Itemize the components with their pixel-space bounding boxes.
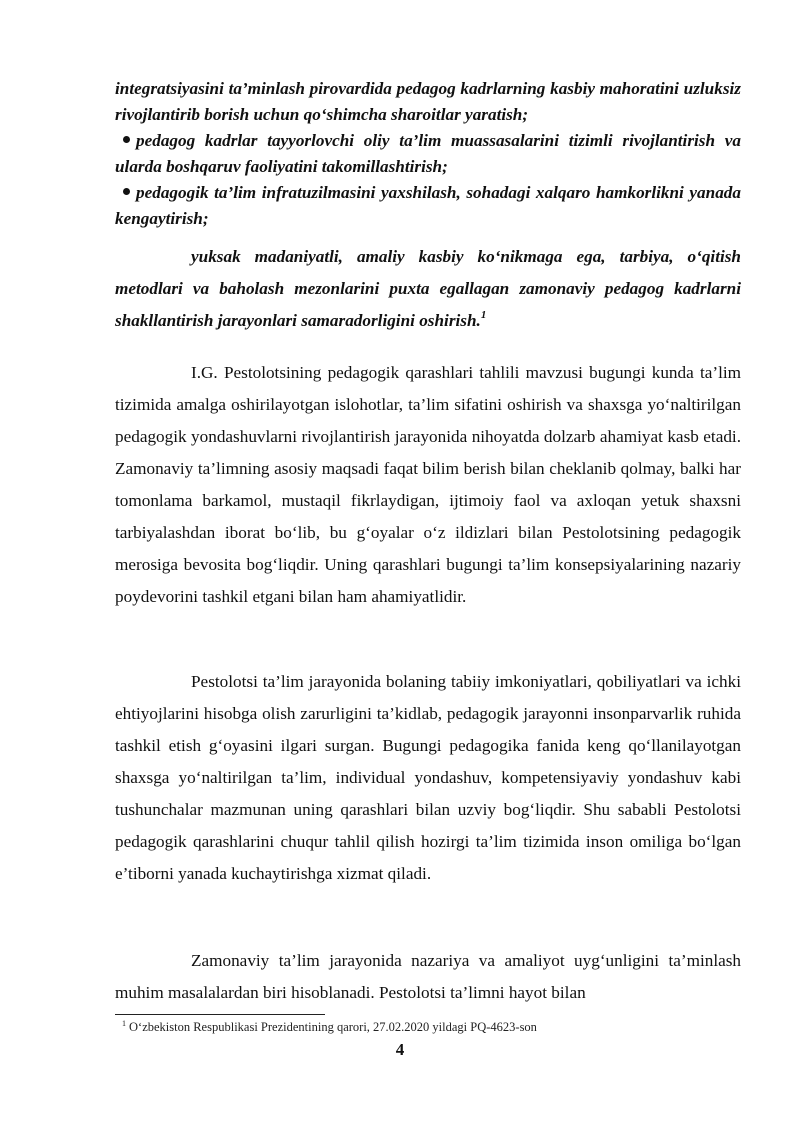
footnote-number: 1 [122,1019,126,1028]
main-content [115,76,741,232]
paragraph: I.G. Pestolotsining pedagogik qarashlari tahlili mavzusi bugungi kunda ta’lim tizimida amalga oshirilayotgan islohotlar, ta’lim sifatini oshirish va shaxsga yo‘naltirilgan pedagogik yondashuvlarni rivojlantirish jarayonida nihoyatda dolzarb ahamiyat kasb etadi. Zamonaviy ta’limning asosiy maqsadi faqat bilim berish bilan cheklanib qolmay, balki har tomonlama barkamol, mustaqil fikrlaydigan, ijtimoiy faol va axloqan yetuk shaxsni tarbiyalashdan iborat bo‘lib, bu g‘oyalar o‘z ildizlari bilan Pestolotsining pedagogik merosiga bevosita bog‘liqdir. Uning qarashlari bugungi ta’lim konsepsiyalarining nazariy poydevorini tashkil etgani bilan ham ahamiyatlidir. [115,363,741,606]
bullet-item [115,128,741,180]
paragraph: Zamonaviy ta’lim jarayonida nazariya va amaliyot uyg‘unligini ta’minlash muhim masalalardan biri hisoblanadi. Pestolotsi ta’limni hayot bilan [115,951,741,1002]
body-paragraph-1 [115,357,741,613]
footnote [122,1020,537,1035]
body-paragraph-3 [115,945,741,1009]
bullet-text: pedagog kadrlar tayyorlovchi oliy ta’lim muassasalarini tizimli rivojlantirish va ularda boshqaruv faoliyatini takomillashtirish; [115,131,741,176]
paragraph: Pestolotsi ta’lim jarayonida bolaning tabiiy imkoniyatlari, qobiliyatlari va ichki ehtiyojlarini hisobga olish zarurligini ta’kidlab, pedagogik jarayonni insonparvarlik ruhida tashkil etish g‘oyasini ilgari surgan. Bugungi pedagogika fanida keng qo‘llanilayotgan shaxsga yo‘naltirilgan ta’lim, individual yondashuv, kompetensiyaviy yondashuv kabi tushunchalar mazmunan uning qarashlari bilan uzviy bog‘liqdir. Shu sababli Pestolotsi pedagogik qarashlarini chuqur tahlil qilish hozirgi ta’lim tizimida inson omiliga bo‘lgan e’tiborni yanada kuchaytirishga xizmat qiladi. [115,672,741,883]
body-paragraph-2 [115,666,741,890]
bullet-text: pedagogik ta’lim infratuzilmasini yaxshilash, sohadagi xalqaro hamkorlikni yanada kengaytirish; [115,183,741,228]
intro-line: integratsiyasini ta’minlash pirovardida pedagog kadrlarning kasbiy mahoratini uzluksiz rivojlantirib borish uchun qo‘shimcha sharoitlar yaratish; [115,79,741,124]
page-number: 4 [395,1040,405,1059]
footnote-text: O‘zbekiston Respublikasi Prezidentining qarori, 27.02.2020 yildagi PQ-4623-son [129,1020,537,1034]
bullet-icon [123,188,130,195]
footnote-divider [115,1014,325,1015]
bullet-icon [123,136,130,143]
quote-text: yuksak madaniyatli, amaliy kasbiy ko‘nikmaga ega, tarbiya, o‘qitish metodlari va baholash mezonlarini puxta egallagan zamonaviy pedagog kadrlarni shakllantirish jarayonlari samaradorligini oshirish. [115,247,741,330]
quote-block [115,241,741,337]
quote-paragraph [115,241,741,337]
bullet-item [115,180,741,232]
footnote-reference: 1 [480,309,487,321]
